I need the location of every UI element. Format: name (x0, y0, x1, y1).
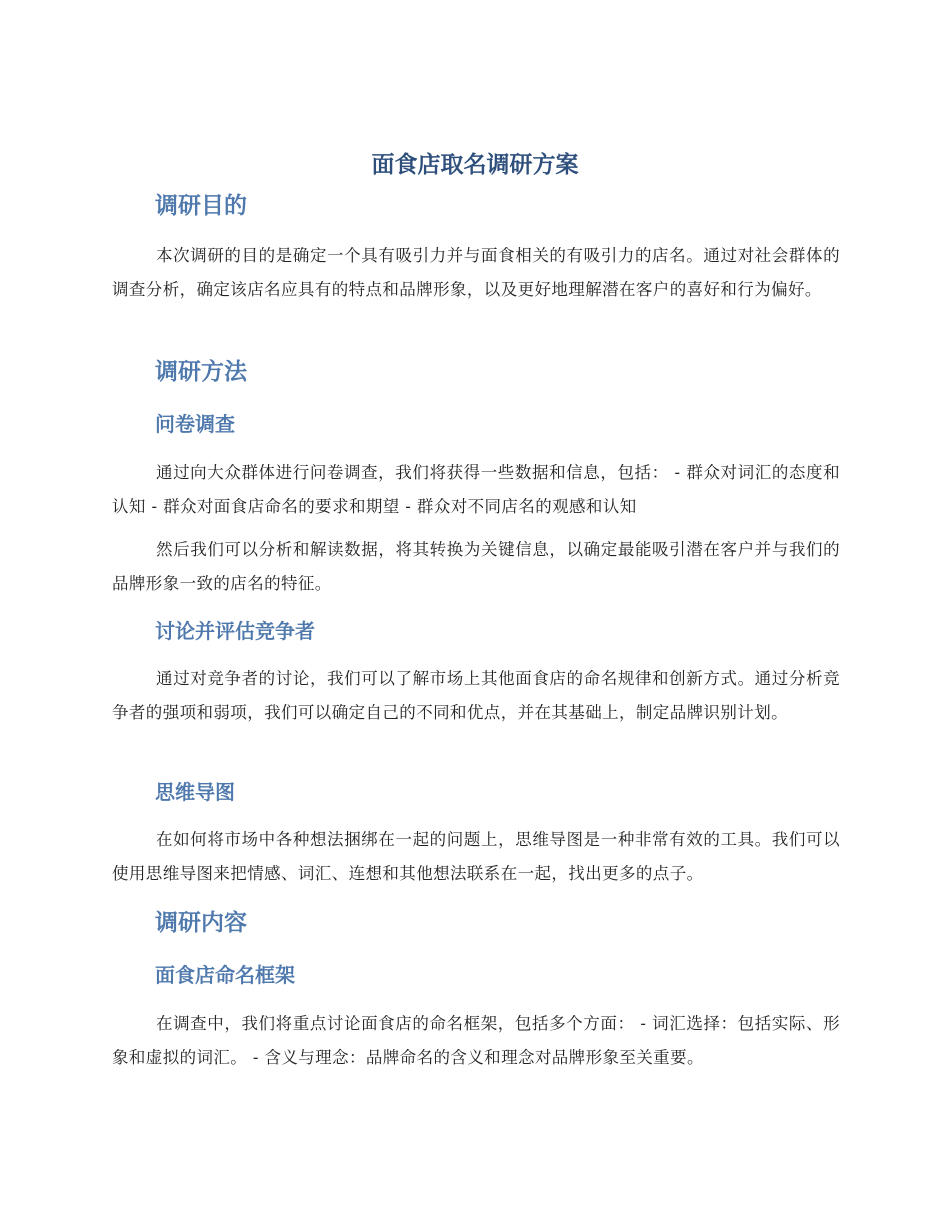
paragraph-competitors: 通过对竞争者的讨论，我们可以了解市场上其他面食店的命名规律和创新方式。通过分析竞争者的强项和弱项，我们可以确定自己的不同和优点，并在其基础上，制定品牌识别计划。 (112, 669, 840, 722)
paragraph-mindmap: 在如何将市场中各种想法捆绑在一起的问题上，思维导图是一种非常有效的工具。我们可以使用思维导图来把情感、词汇、连想和其他想法联系在一起，找出更多的点子。 (112, 830, 840, 883)
paragraph-questionnaire-2: 然后我们可以分析和解读数据，将其转换为关键信息，以确定最能吸引潜在客户并与我们的品牌形象一致的店名的特征。 (112, 540, 840, 593)
paragraph-purpose: 本次调研的目的是确定一个具有吸引力并与面食相关的有吸引力的店名。通过对社会群体的调查分析，确定该店名应具有的特点和品牌形象，以及更好地理解潜在客户的喜好和行为偏好。 (112, 246, 840, 299)
subsection-heading-competitors: 讨论并评估竞争者 (155, 619, 315, 643)
subsection-heading-naming-framework: 面食店命名框架 (155, 963, 295, 987)
document-title: 面食店取名调研方案 (371, 152, 579, 178)
paragraph-questionnaire-1: 通过向大众群体进行问卷调查，我们将获得一些数据和信息，包括： - 群众对词汇的态度和认知 - 群众对面食店命名的要求和期望 - 群众对不同店名的观感和认知 (112, 463, 840, 516)
section-heading-method: 调研方法 (155, 359, 247, 385)
paragraph-naming-framework: 在调查中，我们将重点讨论面食店的命名框架，包括多个方面： - 词汇选择：包括实际、形象和虚拟的词汇。 - 含义与理念：品牌命名的含义和理念对品牌形象至关重要。 (112, 1014, 840, 1067)
subsection-heading-questionnaire: 问卷调查 (155, 412, 235, 436)
section-heading-content: 调研内容 (155, 910, 247, 936)
section-heading-purpose: 调研目的 (155, 193, 247, 219)
subsection-heading-mindmap: 思维导图 (155, 780, 235, 804)
